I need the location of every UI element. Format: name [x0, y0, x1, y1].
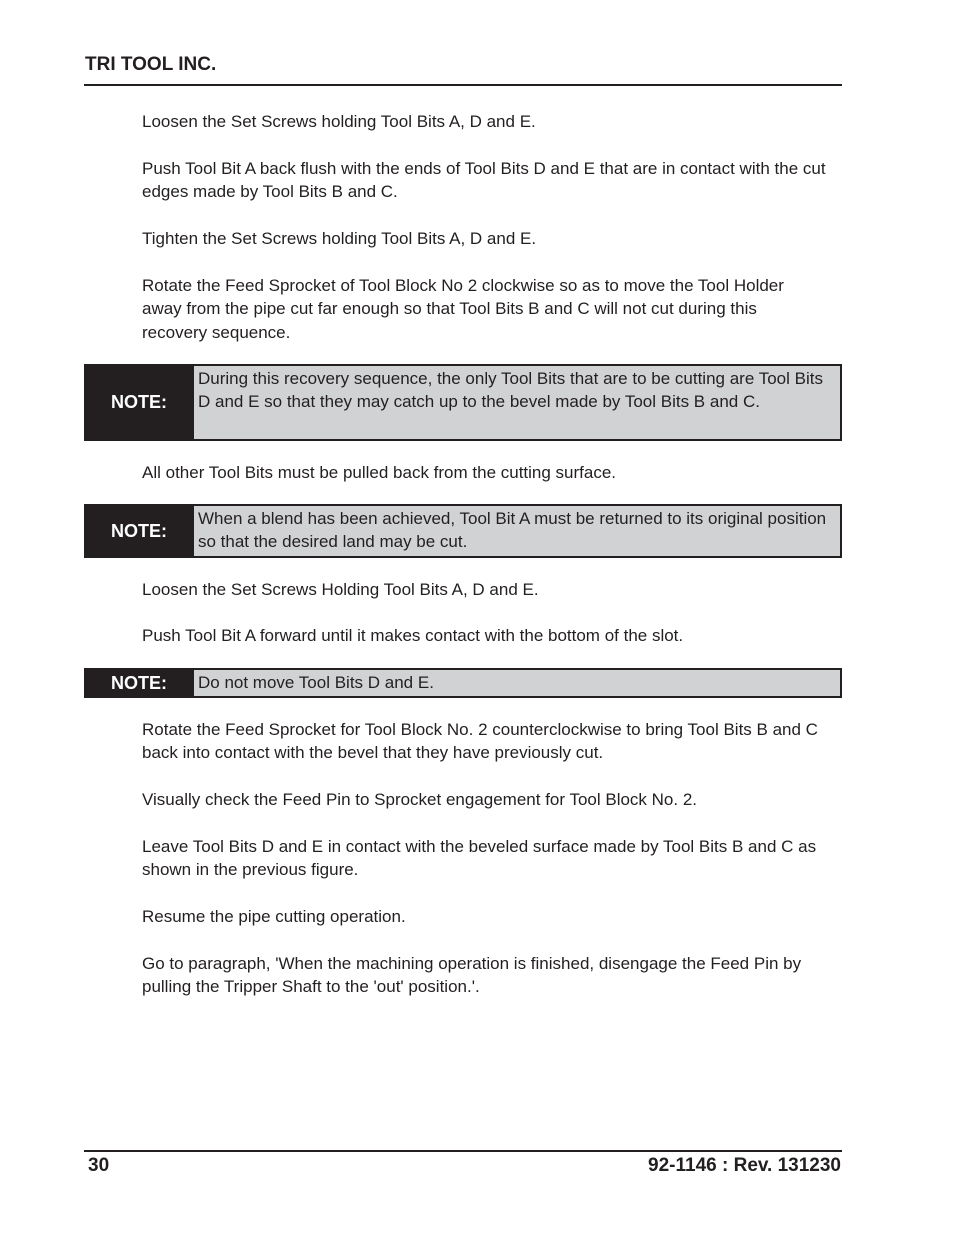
step-paragraph: Rotate the Feed Sprocket of Tool Block No 2 clockwise so as to move the Tool Holder away from the pipe cut far enough so that Tool Bits B and C will not cut during this recovery sequence. [142, 276, 784, 342]
step-paragraph: Loosen the Set Screws holding Tool Bits A, D and E. [142, 112, 536, 131]
step-paragraph: Rotate the Feed Sprocket for Tool Block No. 2 counterclockwise to bring Tool Bits B and C back into contact with the bevel that they have previously cut. [142, 720, 818, 763]
step-paragraph: Push Tool Bit A back flush with the ends of Tool Bits D and E that are in contact with the cut edges made by Tool Bits B and C. [142, 159, 826, 202]
step-paragraph: Go to paragraph, 'When the machining operation is finished, disengage the Feed Pin by pulling the Tripper Shaft to the 'out' position.'. [142, 954, 802, 997]
note-label: NOTE: [84, 364, 194, 441]
footer-divider [84, 1150, 842, 1152]
note-box [84, 504, 842, 558]
step-paragraph: Resume the pipe cutting operation. [142, 907, 406, 926]
note-text: When a blend has been achieved, Tool Bit A must be returned to its original position so that the desired land may be cut. [194, 504, 842, 558]
note-box [84, 668, 842, 698]
step-paragraph: Visually check the Feed Pin to Sprocket engagement for Tool Block No. 2. [142, 790, 698, 809]
page-number: 30 [88, 1155, 110, 1176]
step-paragraph: Loosen the Set Screws Holding Tool Bits A, D and E. [142, 580, 539, 599]
step-paragraph: Leave Tool Bits D and E in contact with the beveled surface made by Tool Bits B and C as shown in the previous figure. [142, 837, 817, 880]
step-paragraph: Tighten the Set Screws holding Tool Bits A, D and E. [142, 229, 537, 248]
step-paragraph: Push Tool Bit A forward until it makes contact with the bottom of the slot. [142, 626, 684, 645]
header-divider [84, 84, 842, 86]
company-header: TRI TOOL INC. [85, 54, 217, 75]
note-text: Do not move Tool Bits D and E. [194, 668, 842, 698]
document-revision: 92-1146 : Rev. 131230 [648, 1155, 841, 1176]
note-label: NOTE: [84, 668, 194, 698]
note-box [84, 364, 842, 441]
note-label: NOTE: [84, 504, 194, 558]
step-paragraph: All other Tool Bits must be pulled back from the cutting surface. [142, 463, 617, 482]
note-text: During this recovery sequence, the only Tool Bits that are to be cutting are Tool Bits D and E so that they may catch up to the bevel made by Tool Bits B and C. [194, 364, 842, 441]
